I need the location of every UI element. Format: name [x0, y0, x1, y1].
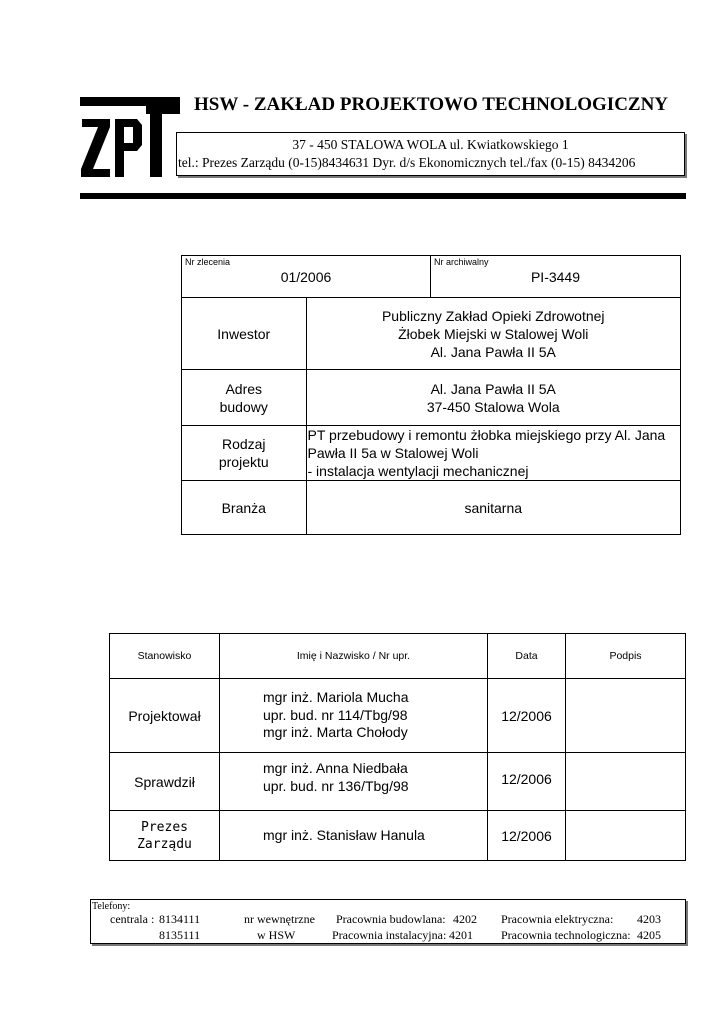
header-date: Data: [488, 634, 566, 679]
installation-label: Pracownia instalacyjna:: [332, 928, 447, 942]
header-position: Stanowisko: [110, 634, 220, 679]
building-number: 4202: [453, 912, 477, 926]
order-no-cell: [182, 256, 431, 298]
project-type-row: [182, 426, 681, 481]
date-value: 12/2006: [501, 770, 552, 787]
phones-title: Telefony:: [92, 901, 131, 912]
address-line: Al. Jana Pawła II 5A: [430, 380, 556, 397]
internal-label: nr wewnętrzne: [244, 912, 315, 926]
project-type-value: [306, 426, 681, 481]
technological-number: 4205: [637, 928, 661, 942]
branch-value: sanitarna: [306, 481, 681, 535]
names-cell: [220, 753, 488, 811]
branch-label: Branża: [182, 481, 307, 535]
signatures-table: [109, 633, 686, 861]
investor-line: Publiczny Zakład Opieki Zdrowotnej: [381, 307, 605, 324]
name-line: mgr inż. Stanisław Hanula: [263, 826, 425, 843]
project-type-line: PT przebudowy i remontu żłobka miejskiego przy Al. Jana: [307, 427, 666, 443]
centrala-label: centrala :: [110, 912, 155, 926]
address-label-line: Adres: [225, 380, 263, 397]
order-no-label: Nr zlecenia: [185, 257, 231, 267]
centrala-number: 8135111: [159, 928, 201, 942]
signatures-header-row: [110, 634, 686, 679]
signature-cell: [566, 679, 686, 753]
signature-cell: [566, 753, 686, 811]
signature-cell: [566, 811, 686, 861]
installation-number: 4201: [449, 928, 473, 942]
investor-row: [182, 298, 681, 370]
project-type-label: [182, 426, 307, 481]
branch-row: [182, 481, 681, 535]
role-cell: Sprawdził: [110, 753, 220, 811]
order-no-value: 01/2006: [280, 269, 332, 285]
investor-label: Inwestor: [182, 298, 307, 370]
date-cell: [488, 753, 566, 811]
names-cell: [220, 679, 488, 753]
project-type-label-line: Rodzaj: [221, 436, 266, 452]
role-line: Zarządu: [137, 836, 192, 852]
address-label-line: budowy: [219, 398, 268, 415]
header-signature: Podpis: [566, 634, 686, 679]
archive-no-value: PI-3449: [530, 269, 581, 285]
role-cell: [110, 811, 220, 861]
table-row: [110, 753, 686, 811]
header-divider: [80, 193, 686, 199]
name-line: mgr inż. Mariola Mucha: [263, 689, 409, 706]
table-row: [110, 679, 686, 753]
address-row: [182, 370, 681, 426]
project-table: [181, 255, 681, 535]
project-type-line: - instalacja wentylacji mechanicznej: [307, 463, 529, 479]
archive-no-label: Nr archiwalny: [434, 257, 489, 267]
address-label: [182, 370, 307, 426]
investor-value: [306, 298, 681, 370]
investor-line: Żłobek Miejski w Stalowej Woli: [398, 325, 589, 342]
technological-label: Pracownia technologiczna:: [501, 928, 631, 942]
zpt-logo: [80, 97, 180, 177]
order-row: [182, 256, 681, 298]
role-line: Prezes: [141, 819, 188, 835]
role-cell: Projektował: [110, 679, 220, 753]
centrala-number: 8134111: [159, 912, 201, 926]
internal-label: w HSW: [257, 928, 296, 942]
names-cell: [220, 811, 488, 861]
company-name: HSW - ZAKŁAD PROJEKTOWO TECHNOLOGICZNY: [194, 94, 669, 115]
investor-line: Al. Jana Pawła II 5A: [430, 343, 556, 360]
header-name: Imię i Nazwisko / Nr upr.: [220, 634, 488, 679]
name-line: upr. bud. nr 114/Tbg/98: [263, 706, 408, 723]
building-label: Pracownia budowlana:: [336, 912, 446, 926]
name-line: mgr inż. Marta Chołody: [263, 724, 408, 741]
address-line: 37 - 450 STALOWA WOLA ul. Kwiatkowskiego 1: [292, 137, 569, 152]
table-row: [110, 811, 686, 861]
archive-no-cell: [431, 256, 681, 298]
address-line: 37-450 Stalowa Wola: [426, 398, 560, 415]
date-cell: 12/2006: [488, 811, 566, 861]
phone-line: tel.: Prezes Zarządu (0-15)8434631 Dyr. d/s Ekonomicznych tel./fax (0-15) 8434206: [178, 155, 636, 170]
name-line: upr. bud. nr 136/Tbg/98: [263, 777, 409, 794]
address-value: [306, 370, 681, 426]
project-type-label-line: projektu: [218, 454, 269, 470]
address-box: [176, 132, 685, 176]
phones-box: [90, 899, 686, 944]
date-cell: 12/2006: [488, 679, 566, 753]
name-line: mgr inż. Anna Niedbała: [263, 760, 408, 776]
project-type-line: Pawła II 5a w Stalowej Woli: [307, 445, 479, 461]
electrical-number: 4203: [637, 912, 661, 926]
electrical-label: Pracownia elektryczna:: [501, 912, 614, 926]
